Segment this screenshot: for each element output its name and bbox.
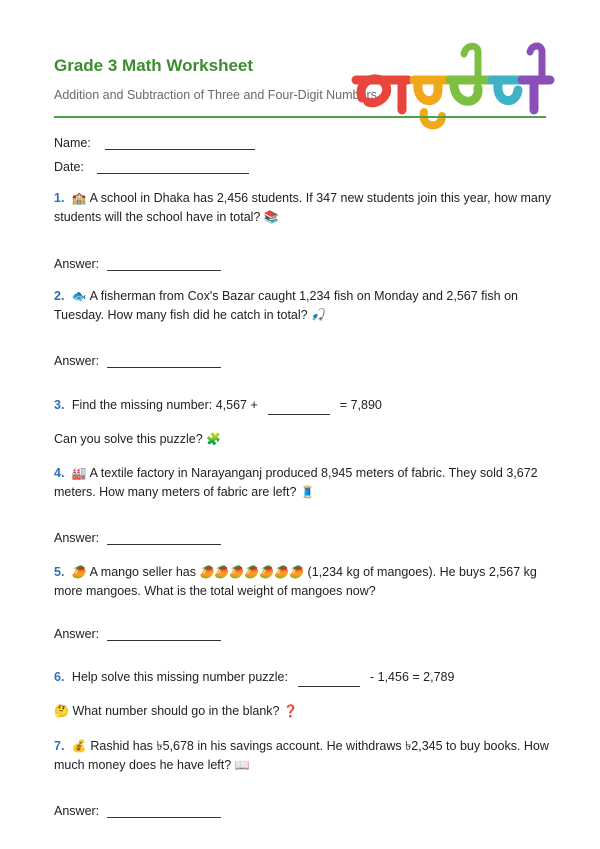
fishing-pole-icon: 🎣 [311, 308, 327, 322]
followup-text: Can you solve this puzzle? [54, 432, 203, 446]
question-number: 4. [54, 466, 65, 480]
answer-label: Answer: [54, 627, 100, 641]
answer-line[interactable] [107, 532, 221, 545]
answer-row-4 [54, 531, 221, 545]
question-number: 7. [54, 739, 65, 753]
question-text: A fisherman from Cox's Bazar caught 1,234 fish on Monday and 2,567 fish on Tuesday. How many fish did he catch in total? [54, 289, 518, 322]
name-input-line[interactable] [105, 137, 255, 150]
missing-number-blank[interactable] [268, 402, 330, 415]
answer-row-1 [54, 257, 221, 271]
header-divider [54, 116, 546, 118]
answer-label: Answer: [54, 257, 100, 271]
missing-number-blank[interactable] [298, 674, 360, 687]
money-bag-icon: 💰 [71, 739, 87, 753]
answer-row-7 [54, 804, 221, 818]
question-number: 2. [54, 289, 65, 303]
question-6 [54, 668, 554, 687]
answer-row-5 [54, 627, 221, 641]
fish-icon: 🐟 [71, 289, 87, 303]
question-text-after: (1,234 kg of mangoes). He buys 2,567 kg more mangoes. What is the total weight of mangoes now? [54, 565, 537, 598]
question-text: A textile factory in Narayanganj produced 8,945 meters of fabric. They sold 3,672 meters. How many meters of fabric are left? [54, 466, 538, 499]
factory-icon: 🏭 [71, 466, 87, 480]
answer-label: Answer: [54, 804, 100, 818]
page-subtitle: Addition and Subtraction of Three and Four-Digit Numbers [54, 88, 377, 102]
question-number: 5. [54, 565, 65, 579]
name-label: Name: [54, 136, 91, 150]
followup-text: What number should go in the blank? [72, 704, 280, 718]
date-label: Date: [54, 160, 84, 174]
thread-icon: 🧵 [299, 485, 315, 499]
question-text-before: Find the missing number: 4,567 + [71, 398, 258, 412]
answer-line[interactable] [107, 355, 221, 368]
answer-label: Answer: [54, 354, 100, 368]
answer-line[interactable] [107, 258, 221, 271]
question-text: Rashid has ৳5,678 in his savings account. He withdraws ৳2,345 to buy books. How much money does he have left? [54, 739, 549, 772]
name-row [54, 136, 255, 150]
thinking-face-icon: 🤔 [54, 704, 69, 718]
answer-line[interactable] [107, 805, 221, 818]
question-text-before: Help solve this missing number puzzle: [71, 670, 288, 684]
question-mark-icon: ❓ [283, 704, 298, 718]
date-row [54, 160, 249, 174]
puzzle-icon: 🧩 [206, 432, 222, 446]
answer-row-2 [54, 354, 221, 368]
answer-label: Answer: [54, 531, 100, 545]
mango-row-icons: 🥭🥭🥭🥭🥭🥭🥭 [199, 565, 305, 579]
open-book-icon: 📖 [234, 758, 250, 772]
question-text-before: A mango seller has [89, 565, 196, 579]
question-text-after: = 7,890 [339, 398, 382, 412]
answer-line[interactable] [107, 628, 221, 641]
page-title: Grade 3 Math Worksheet [54, 56, 254, 75]
question-7 [54, 737, 554, 775]
question-text: A school in Dhaka has 2,456 students. If 347 new students join this year, how many students will the school have in total? [54, 191, 552, 224]
books-icon: 📚 [263, 210, 279, 224]
question-5 [54, 563, 554, 601]
question-1 [54, 189, 554, 227]
question-3 [54, 396, 554, 415]
question-3-followup [54, 432, 221, 446]
question-number: 3. [54, 398, 65, 412]
school-icon: 🏫 [71, 191, 87, 205]
question-number: 1. [54, 191, 65, 205]
question-2 [54, 287, 554, 325]
question-number: 6. [54, 670, 65, 684]
question-6-followup [54, 704, 298, 718]
question-text-after: - 1,456 = 2,789 [370, 670, 455, 684]
question-4 [54, 464, 554, 502]
date-input-line[interactable] [97, 161, 249, 174]
mango-icon: 🥭 [71, 565, 87, 579]
